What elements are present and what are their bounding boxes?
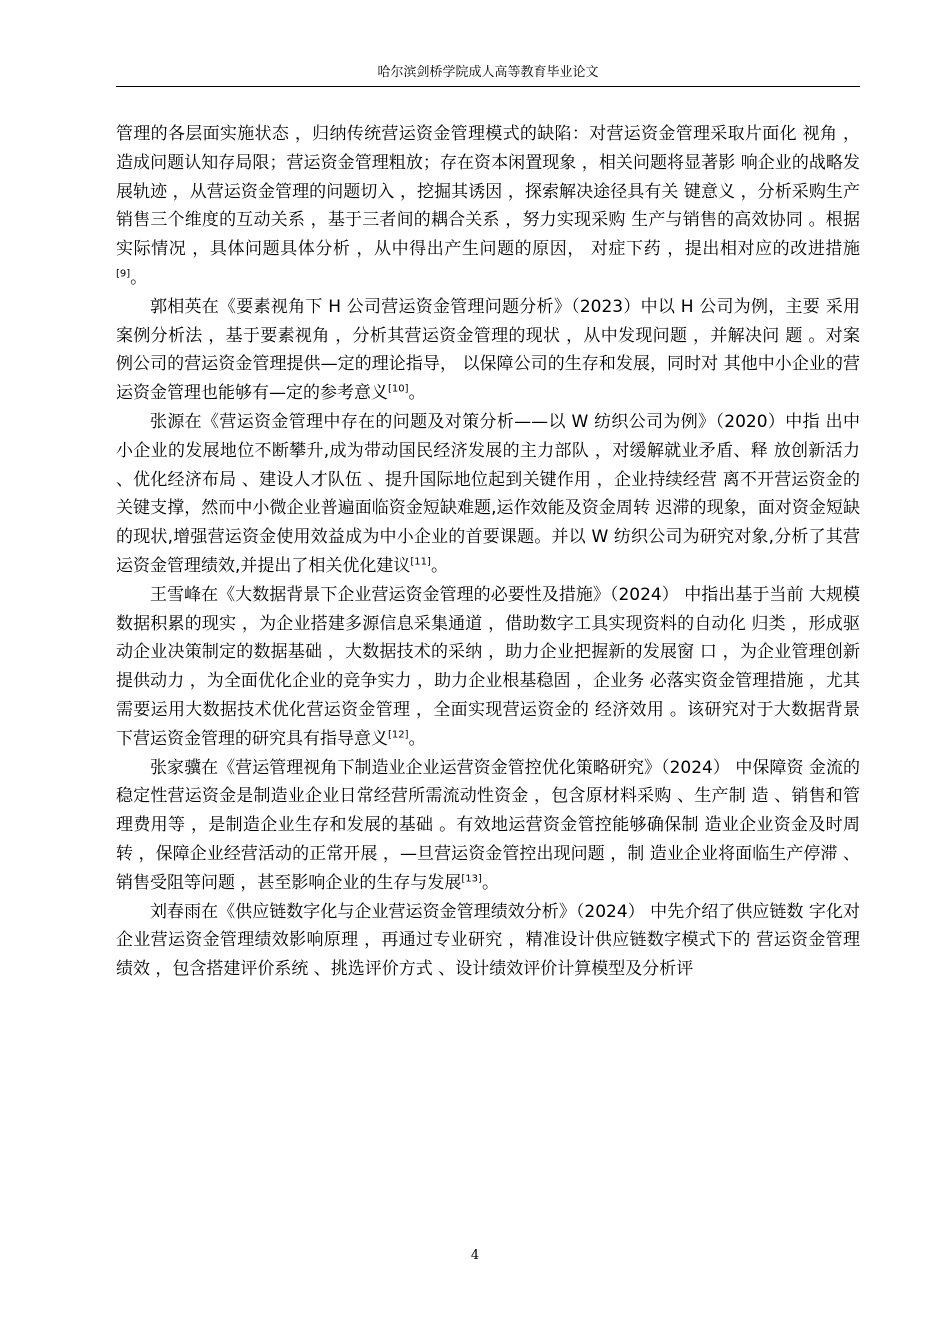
paragraph-6: 刘春雨在《供应链数字化与企业营运资金管理绩效分析》（2024） 中先介绍了供应链数 字化对企业营运资金管理绩效影响原理 ，再通过专业研究 ，精准设计供应链数字模式下的 营运资金管理绩效 ，包含搭建评价系统 、挑选评价方式 、设计绩效评价计算模型及分析评 — [116, 901, 860, 980]
paragraph-5: 张家骥在《营运管理视角下制造业企业运营资金管控优化策略研究》（2024） 中保障资 金流的稳定性营运资金是制造业企业日常经营所需流动性资金 ，包含原材料采购 、生产制 造 、销售和管理费用等 ，是制造企业生存和发展的基础 。有效地运营资金管控能够确保制 造业企业资金及时周转 ，保障企业经营活动的正常开展 ，—旦营运资金管控出现问题 ，制 造业企业将面临生产停滞 、销售受阻等问题 ，甚至影响企业的生存与发展[13]。 — [116, 757, 860, 893]
running-header: 哈尔滨剑桥学院成人高等教育毕业论文 — [377, 65, 599, 80]
paragraph-2: 郭相英在《要素视角下 H 公司营运资金管理问题分析》（2023）中以 H 公司为例，主要 采用案例分析法 ，基于要素视角 ，分析其营运资金管理的现状 ，从中发现问题 ，并解决问 题 。对案例公司的营运资金管理提供—定的理论指导， 以保障公司的生存和发展，同时对 其他中小企业的营运资金管理也能够有—定的参考意义[10]。 — [116, 296, 860, 404]
paragraph-3: 张源在《营运资金管理中存在的问题及对策分析——以 W 纺织公司为例》（2020）中指 出中小企业的发展地位不断攀升,成为带动国民经济发展的主力部队 ，对缓解就业矛盾、释 放创新活力 、优化经济布局 、建设人才队伍 、提升国际地位起到关键作用 ，企业持续经营 离不开营运资金的关键支撑，然而中小微企业普遍面临资金短缺难题,运作效能及资金周转 迟滞的现象，面对资金短缺的现状,增强营运资金使用效益成为中小企业的首要课题。并以 W 纺织公司为研究对象,分析了其营运资金管理绩效,并提出了相关优化建议[11]。 — [116, 411, 860, 576]
citation-ref: [13] — [461, 873, 482, 885]
citation-ref: [10] — [388, 383, 409, 395]
page-number: 4 — [470, 1248, 480, 1263]
citation-ref: [11] — [410, 556, 431, 568]
body-text — [116, 120, 860, 984]
paragraph-1: 管理的各层面实施状态 ，归纳传统营运资金管理模式的缺陷：对营运资金管理采取片面化 视角 ，造成问题认知存局限；营运资金管理粗放；存在资本闲置现象 ，相关问题将显著影 响企业的战略发展轨迹 ，从营运资金管理的问题切入 ，挖掘其诱因 ，探索解决途径具有关 键意义 ，分析采购生产销售三个维度的互动关系 ，基于三者间的耦合关系 ，努力实现采购 生产与销售的高效协同 。根据实际情况 ，具体问题具体分析 ，从中得出产生问题的原因， 对症下药 ，提出相对应的改进措施[9]。 — [116, 124, 860, 288]
paragraph-4: 王雪峰在《大数据背景下企业营运资金管理的必要性及措施》（2024） 中指出基于当前 大规模数据积累的现实 ，为企业搭建多源信息采集通道 ，借助数字工具实现资料的自动化 归类 ，形成驱动企业决策制定的数据基础 ，大数据技术的采纳 ，助力企业把握新的发展窗 口 ，为企业管理创新提供动力 ，为全面优化企业的竞争实力 ，助力企业根基稳固 ，企业务 必落实资金管理措施 ，尤其需要运用大数据技术优化营运资金管理 ，全面实现营运资金的 经济效用 。该研究对于大数据背景下营运资金管理的研究具有指导意义[12]。 — [116, 584, 860, 749]
citation-ref: [12] — [388, 729, 409, 741]
header-rule — [116, 86, 860, 87]
citation-ref: [9] — [116, 268, 131, 280]
